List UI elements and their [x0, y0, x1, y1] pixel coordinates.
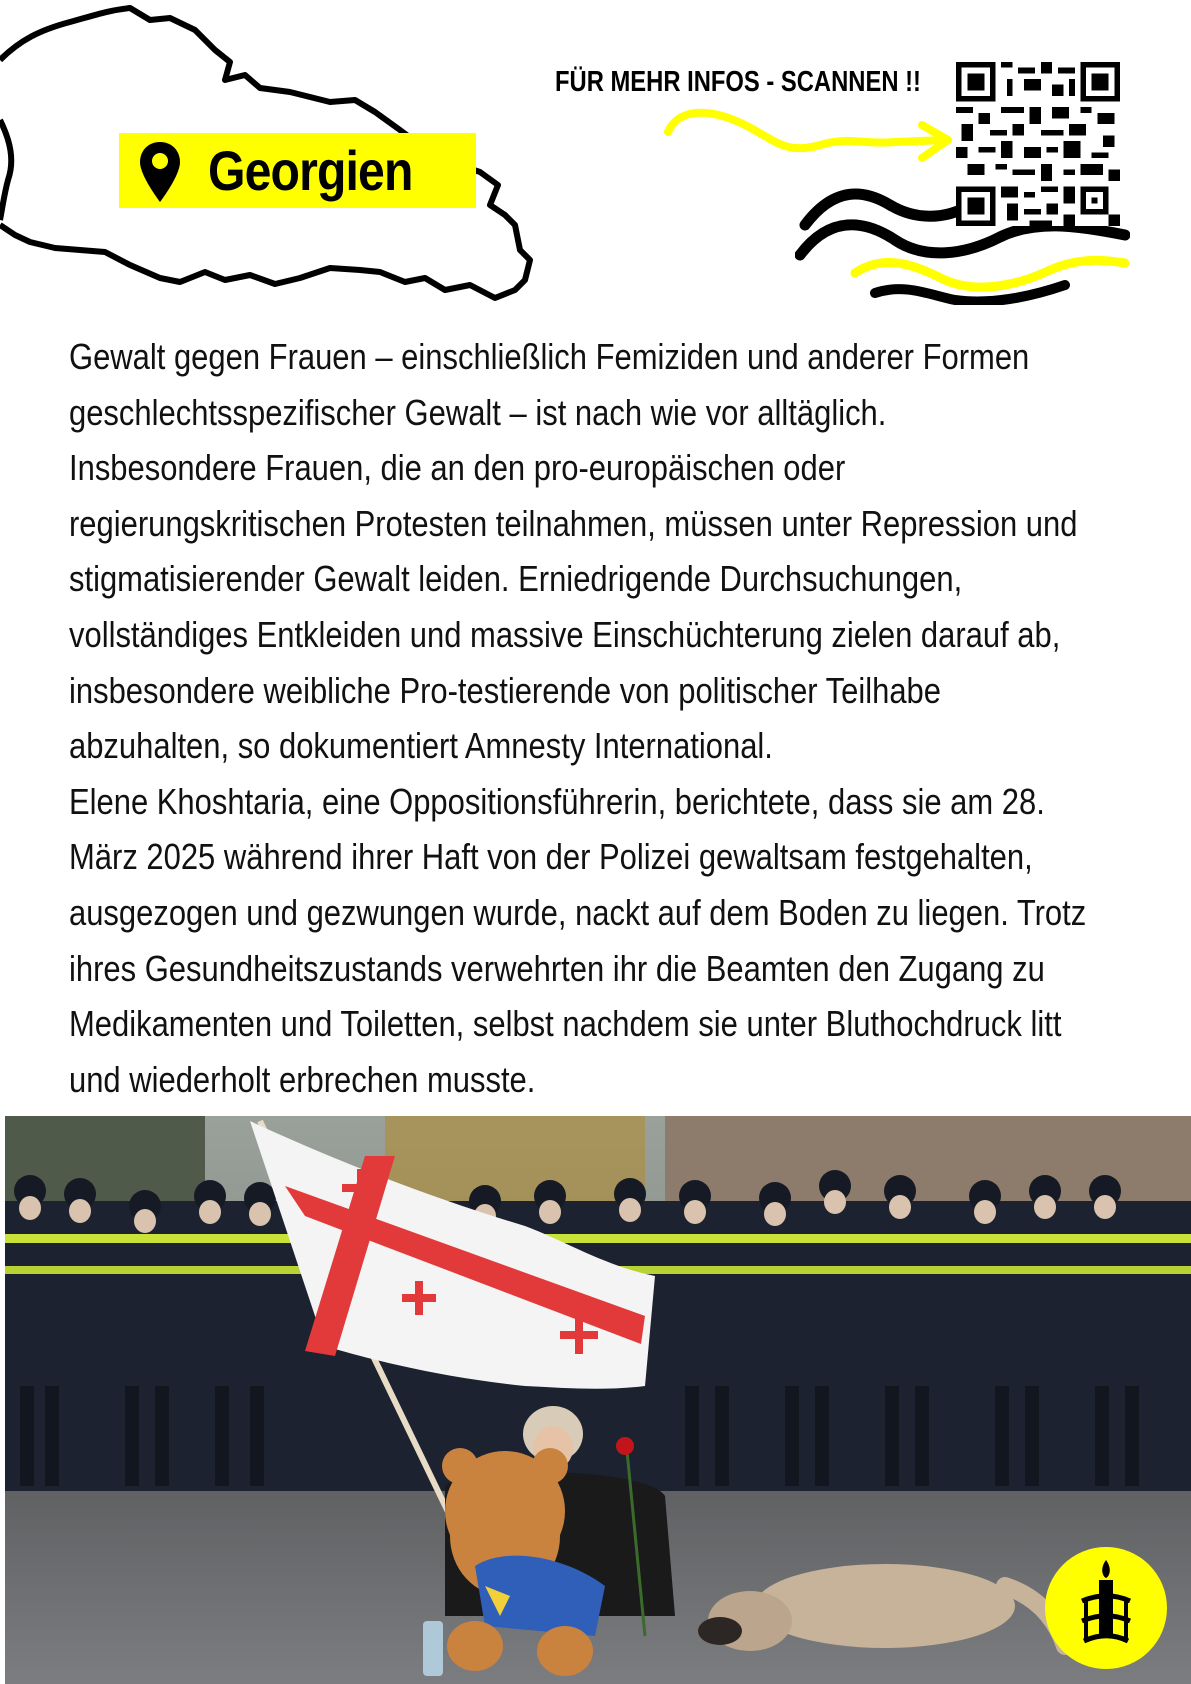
article-line: Gewalt gegen Frauen – einschließlich Femiziden und anderer Formen [69, 336, 1030, 377]
article-line: Medikamenten und Toiletten, selbst nachdem sie unter Bluthochdruck litt [69, 1003, 1062, 1045]
protest-photo [5, 1116, 1191, 1684]
article-line: Elene Khoshtaria, eine Oppositionsführerin, berichtete, dass sie am 28. [69, 780, 1045, 822]
article-line: Insbesondere Frauen, die an den pro-europäischen oder [69, 447, 846, 489]
article-line: und wiederholt erbrechen musste. [69, 1058, 536, 1100]
article-line: geschlechtsspezifischer Gewalt – ist nach wie vor alltäglich. [69, 391, 887, 433]
article-line: ihres Gesundheitszustands verwehrten ihr die Beamten den Zugang zu [69, 947, 1045, 989]
article-line: März 2025 während ihrer Haft von der Polizei gewaltsam festgehalten, [69, 836, 1033, 878]
amnesty-candle-logo-icon [1044, 1546, 1168, 1670]
article-line: stigmatisierender Gewalt leiden. Erniedrigende Durchsuchungen, [69, 558, 963, 600]
article-line: insbesondere weibliche Pro-testierende von politischer Teilhabe [69, 669, 941, 711]
scan-qr-label: FÜR MEHR INFOS - SCANNEN !! [555, 66, 921, 98]
country-title: Georgien [208, 139, 413, 202]
article-line: ausgezogen und gezwungen wurde, nackt auf dem Boden zu liegen. Trotz [69, 891, 1087, 933]
article-line: regierungskritischen Protesten teilnahmen, müssen unter Repression und [69, 502, 1078, 544]
article-body [69, 329, 1087, 1107]
article-line: vollständiges Entkleiden und massive Einschüchterung zielen darauf ab, [69, 613, 1061, 655]
article-line: abzuhalten, so dokumentiert Amnesty International. [69, 725, 773, 767]
location-pin-icon [138, 140, 182, 204]
qr-code-icon[interactable] [956, 62, 1120, 226]
